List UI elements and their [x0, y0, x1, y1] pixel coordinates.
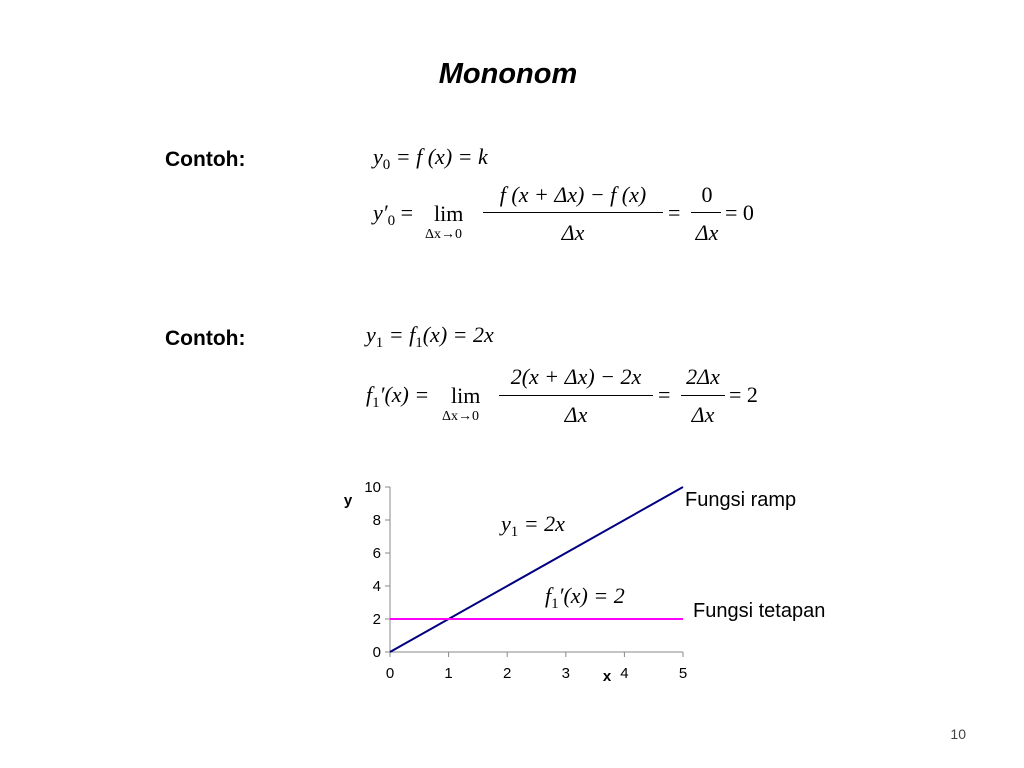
x-tick-label: 0 — [385, 665, 395, 682]
x-tick-label: 4 — [620, 665, 629, 682]
example1-label: Contoh: — [165, 148, 246, 171]
fraction-denominator: Δx — [564, 402, 588, 427]
eq-lhs-rest: ′(x) = — [379, 382, 430, 407]
fraction-denominator: Δx — [561, 220, 585, 245]
constant-equation — [545, 585, 625, 612]
eq-var: f — [366, 382, 373, 407]
lim-text: lim — [434, 201, 464, 226]
ramp-label: Fungsi ramp — [685, 489, 797, 511]
ramp-equation — [501, 513, 565, 540]
eq-var: y — [373, 144, 383, 169]
eq-result: = 0 — [725, 200, 754, 225]
y-tick-label: 8 — [372, 512, 381, 529]
eq-var: f — [545, 583, 552, 608]
y-tick-label: 2 — [372, 611, 381, 628]
eq-rhs: (x) = 2x — [422, 322, 494, 347]
fraction-numerator: f (x + Δx) − f (x) — [499, 182, 647, 207]
lim-subscript: Δx→0 — [442, 409, 480, 424]
fraction2-numerator: 0 — [701, 182, 713, 207]
lim-text: lim — [451, 383, 481, 408]
eq-equals: = — [400, 200, 413, 225]
constant-label: Fungsi tetapan — [693, 600, 826, 622]
eq-sub: 0 — [387, 213, 396, 229]
fraction-numerator: 2(x + Δx) − 2x — [510, 364, 642, 389]
eq-var: y — [501, 511, 511, 536]
x-tick-label: 2 — [503, 665, 512, 682]
y-tick-label: 10 — [364, 479, 381, 496]
eq-mid-sub: 1 — [415, 335, 423, 351]
eq-sub: 0 — [382, 157, 391, 173]
eq-equals-b: = — [658, 382, 671, 407]
y-tick-label: 6 — [372, 545, 381, 562]
eq-sub: 1 — [551, 596, 559, 612]
y-tick-label: 4 — [372, 578, 381, 595]
fraction2-denominator: Δx — [695, 220, 719, 245]
eq-sub: 1 — [375, 335, 384, 351]
page-number: 10 — [950, 726, 966, 742]
eq-rhs: = f (x) = k — [395, 144, 488, 169]
eq-rest: ′(x) = 2 — [558, 583, 625, 608]
eq-var: y′ — [373, 200, 388, 225]
lim-subscript: Δx→0 — [425, 227, 463, 242]
slide-title: Mononom — [438, 58, 578, 90]
example2-label: Contoh: — [165, 327, 246, 350]
eq-rest: = 2x — [523, 511, 565, 536]
fraction2-numerator: 2Δx — [686, 364, 720, 389]
y-tick-label: 0 — [372, 644, 381, 661]
eq-equals-b: = — [668, 200, 681, 225]
x-axis-label: x — [602, 668, 612, 685]
eq-sub: 1 — [372, 395, 380, 411]
fraction2-denominator: Δx — [691, 402, 715, 427]
x-tick-label: 3 — [561, 665, 570, 682]
x-tick-label: 1 — [444, 665, 453, 682]
eq-var: y — [366, 322, 376, 347]
y-axis-label: y — [343, 492, 353, 509]
x-tick-label: 5 — [678, 665, 688, 682]
eq-sub: 1 — [510, 524, 519, 540]
eq-mid: = f — [388, 322, 416, 347]
eq-result: = 2 — [729, 382, 758, 407]
